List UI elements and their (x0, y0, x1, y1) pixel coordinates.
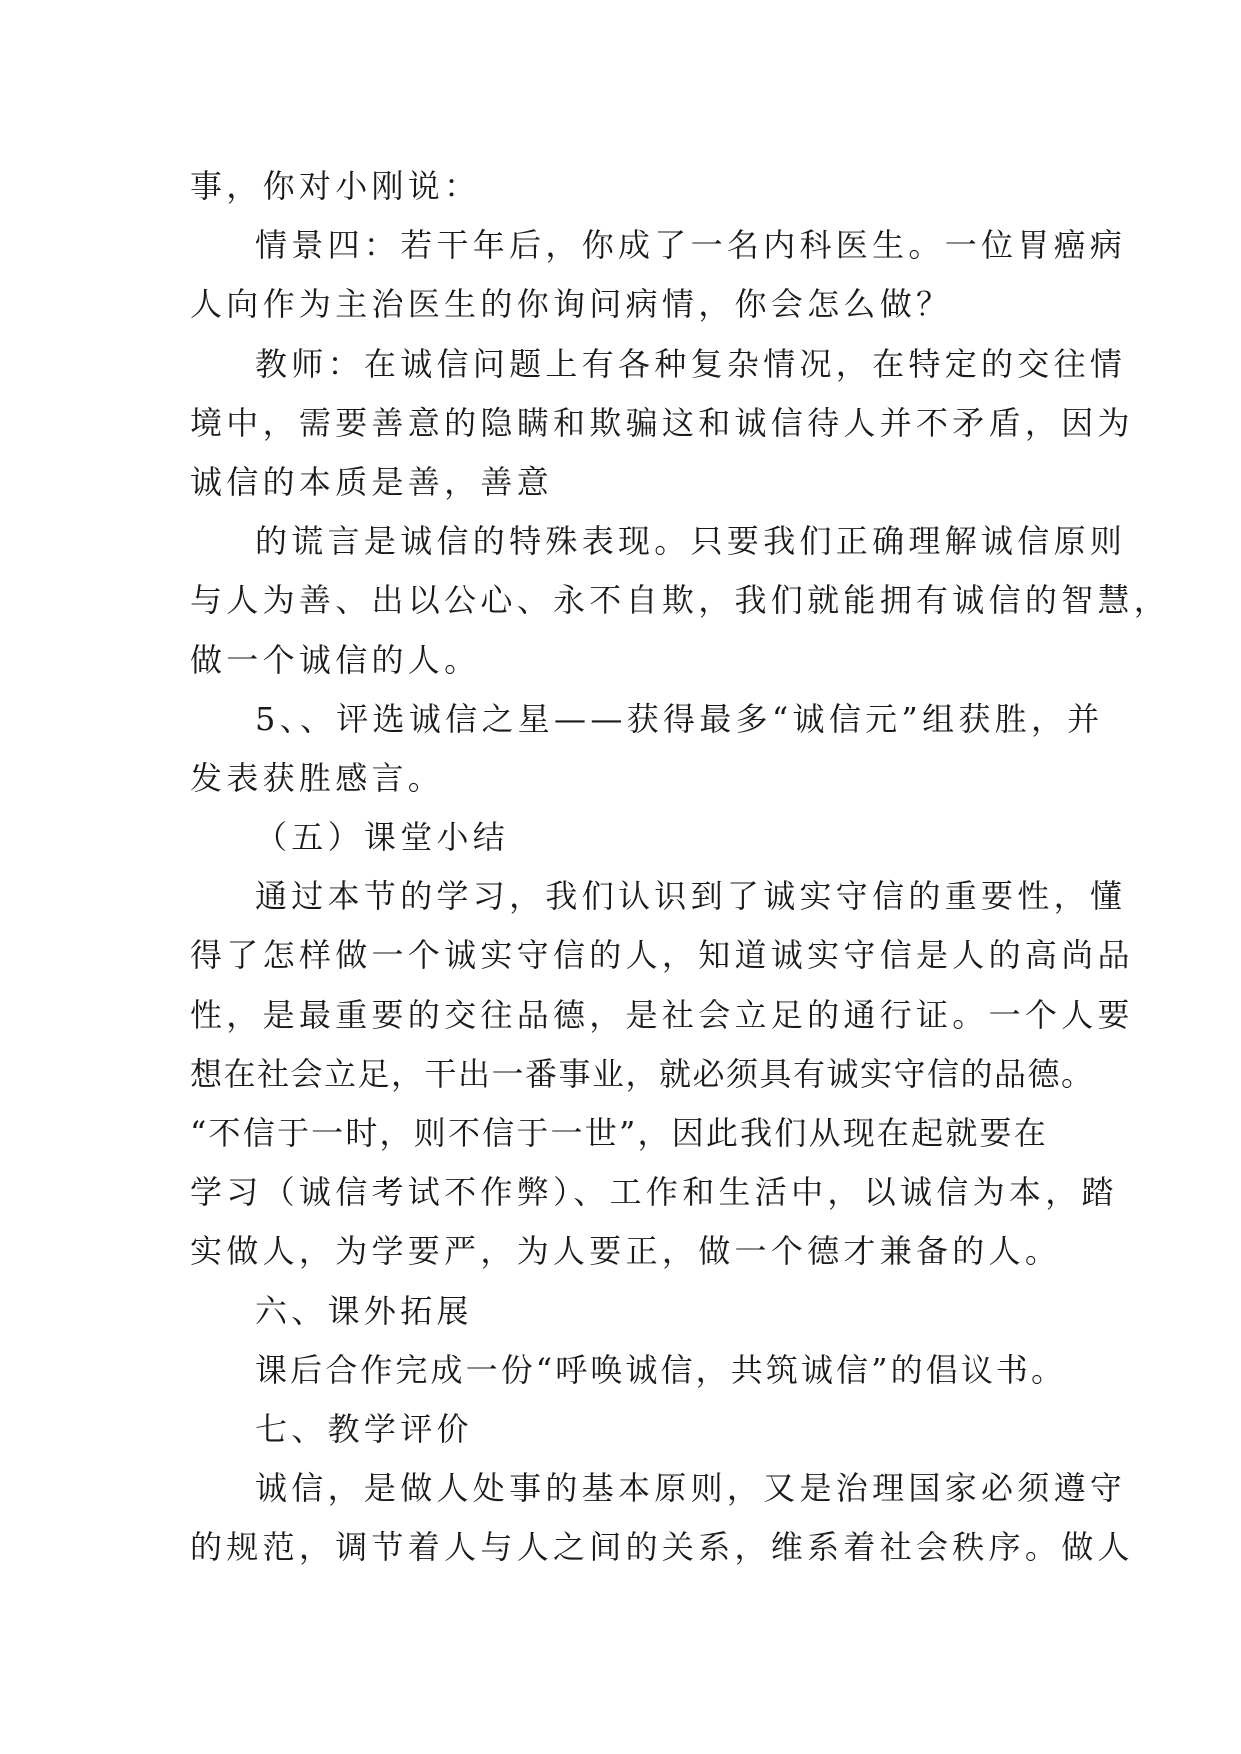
text-line: 想在社会立足，干出一番事业，就必须具有诚实守信的品德。 (190, 1055, 1095, 1093)
text-line: 课后合作完成一份“呼唤诚信，共筑诚信”的倡议书。 (255, 1351, 1067, 1389)
text-line: 发表获胜感言。 (190, 759, 445, 797)
text-line: 5、、评选诚信之星——获得最多“诚信元”组获胜，并 (255, 700, 1104, 738)
section-heading: 六、课外拓展 (255, 1292, 473, 1330)
text-line: 得了怎样做一个诚实守信的人，知道诚实守信是人的高尚品 (190, 936, 1134, 974)
text-line: 事，你对小刚说： (190, 167, 481, 205)
text-line: 与人为善、出以公心、永不自欺，我们就能拥有诚信的智慧， (190, 581, 1171, 619)
text-line: 情景四：若干年后，你成了一名内科医生。一位胃癌病 (255, 226, 1127, 264)
text-line: 诚信的本质是善，善意 (190, 463, 554, 501)
text-line: 做一个诚信的人。 (190, 641, 481, 679)
section-heading: （五）课堂小结 (255, 818, 510, 856)
text-line: 诚信，是做人处事的基本原则，又是治理国家必须遵守 (255, 1469, 1127, 1507)
text-line: 通过本节的学习，我们认识到了诚实守信的重要性，懂 (255, 877, 1127, 915)
text-line: 境中，需要善意的隐瞒和欺骗这和诚信待人并不矛盾，因为 (190, 404, 1134, 442)
text-line: 的谎言是诚信的特殊表现。只要我们正确理解诚信原则 (255, 522, 1127, 560)
section-heading: 七、教学评价 (255, 1410, 473, 1448)
text-line: 的规范，调节着人与人之间的关系，维系着社会秩序。做人 (190, 1528, 1134, 1566)
text-line: 学习（诚信考试不作弊）、工作和生活中，以诚信为本，踏 (190, 1173, 1118, 1211)
text-line: 性，是最重要的交往品德，是社会立足的通行证。一个人要 (190, 996, 1134, 1034)
text-line: 实做人，为学要严，为人要正，做一个德才兼备的人。 (190, 1232, 1062, 1270)
text-line: “不信于一时，则不信于一世”，因此我们从现在起就要在 (190, 1114, 1048, 1152)
text-line: 人向作为主治医生的你询问病情，你会怎么做？ (190, 285, 953, 323)
text-line: 教师：在诚信问题上有各种复杂情况，在特定的交往情 (255, 345, 1127, 383)
